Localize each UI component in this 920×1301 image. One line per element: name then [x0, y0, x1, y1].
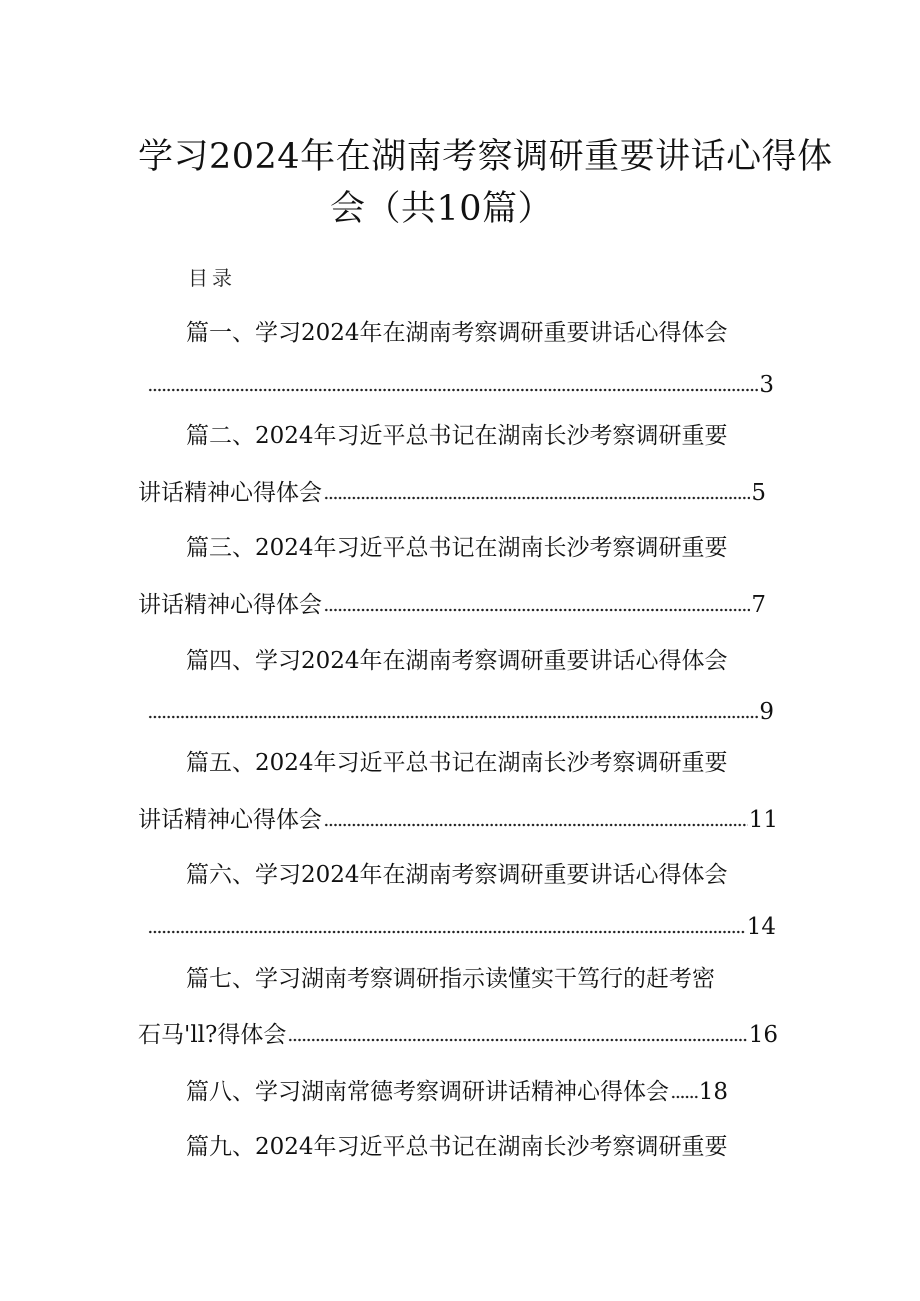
dot-leader	[148, 714, 758, 720]
toc-entry-2-page: 5	[751, 480, 766, 506]
toc-entry-6-leader[interactable]	[146, 912, 776, 942]
toc-heading: 目录	[188, 266, 236, 290]
toc-entry-8-leader[interactable]	[186, 1077, 728, 1107]
toc-entry-7-title-cont: 石马'll?得体会	[138, 1022, 287, 1048]
dot-leader	[671, 1094, 698, 1100]
toc-entry-5-title-cont: 讲话精神心得体会	[138, 807, 322, 833]
toc-entry-4-leader[interactable]	[146, 697, 774, 727]
toc-entry-5-page: 11	[748, 807, 778, 833]
toc-entry-4-title[interactable]: 篇四、学习2024年在湖南考察调研重要讲话心得体会	[186, 648, 728, 674]
toc-entry-3-title[interactable]: 篇三、2024年习近平总书记在湖南长沙考察调研重要	[186, 535, 728, 561]
toc-entry-7-leader[interactable]	[138, 1020, 778, 1050]
toc-entry-1-page: 3	[759, 372, 774, 398]
toc-entry-9-title[interactable]: 篇九、2024年习近平总书记在湖南长沙考察调研重要	[186, 1134, 728, 1160]
toc-entry-1-leader[interactable]	[146, 370, 774, 400]
toc-entry-4-page: 9	[759, 699, 774, 725]
toc-entry-2-title[interactable]: 篇二、2024年习近平总书记在湖南长沙考察调研重要	[186, 423, 728, 449]
dot-leader	[324, 495, 750, 501]
dot-leader	[324, 607, 750, 613]
toc-entry-7-title[interactable]: 篇七、学习湖南考察调研指示读懂实干笃行的赶考密	[186, 966, 715, 992]
toc-entry-1-title[interactable]: 篇一、学习2024年在湖南考察调研重要讲话心得体会	[186, 320, 728, 346]
toc-entry-5-title[interactable]: 篇五、2024年习近平总书记在湖南长沙考察调研重要	[186, 750, 728, 776]
dot-leader	[288, 1037, 747, 1043]
toc-entry-3-page: 7	[751, 592, 766, 618]
document-title-line-1: 学习2024年在湖南考察调研重要讲话心得体	[138, 137, 833, 177]
toc-entry-6-page: 14	[746, 914, 776, 940]
toc-entry-8-title: 篇八、学习湖南常德考察调研讲话精神心得体会	[186, 1079, 669, 1105]
toc-entry-3-leader[interactable]	[138, 590, 766, 620]
toc-entry-7-page: 16	[748, 1022, 778, 1048]
toc-entry-2-leader[interactable]	[138, 478, 766, 508]
toc-entry-6-title[interactable]: 篇六、学习2024年在湖南考察调研重要讲话心得体会	[186, 862, 728, 888]
toc-entry-5-leader[interactable]	[138, 805, 778, 835]
document-title-line-2: 会（共10篇）	[330, 189, 554, 229]
toc-entry-8-page: 18	[698, 1079, 728, 1105]
dot-leader	[148, 387, 758, 393]
toc-entry-3-title-cont: 讲话精神心得体会	[138, 592, 322, 618]
dot-leader	[324, 822, 748, 828]
toc-entry-2-title-cont: 讲话精神心得体会	[138, 480, 322, 506]
dot-leader	[148, 929, 746, 935]
